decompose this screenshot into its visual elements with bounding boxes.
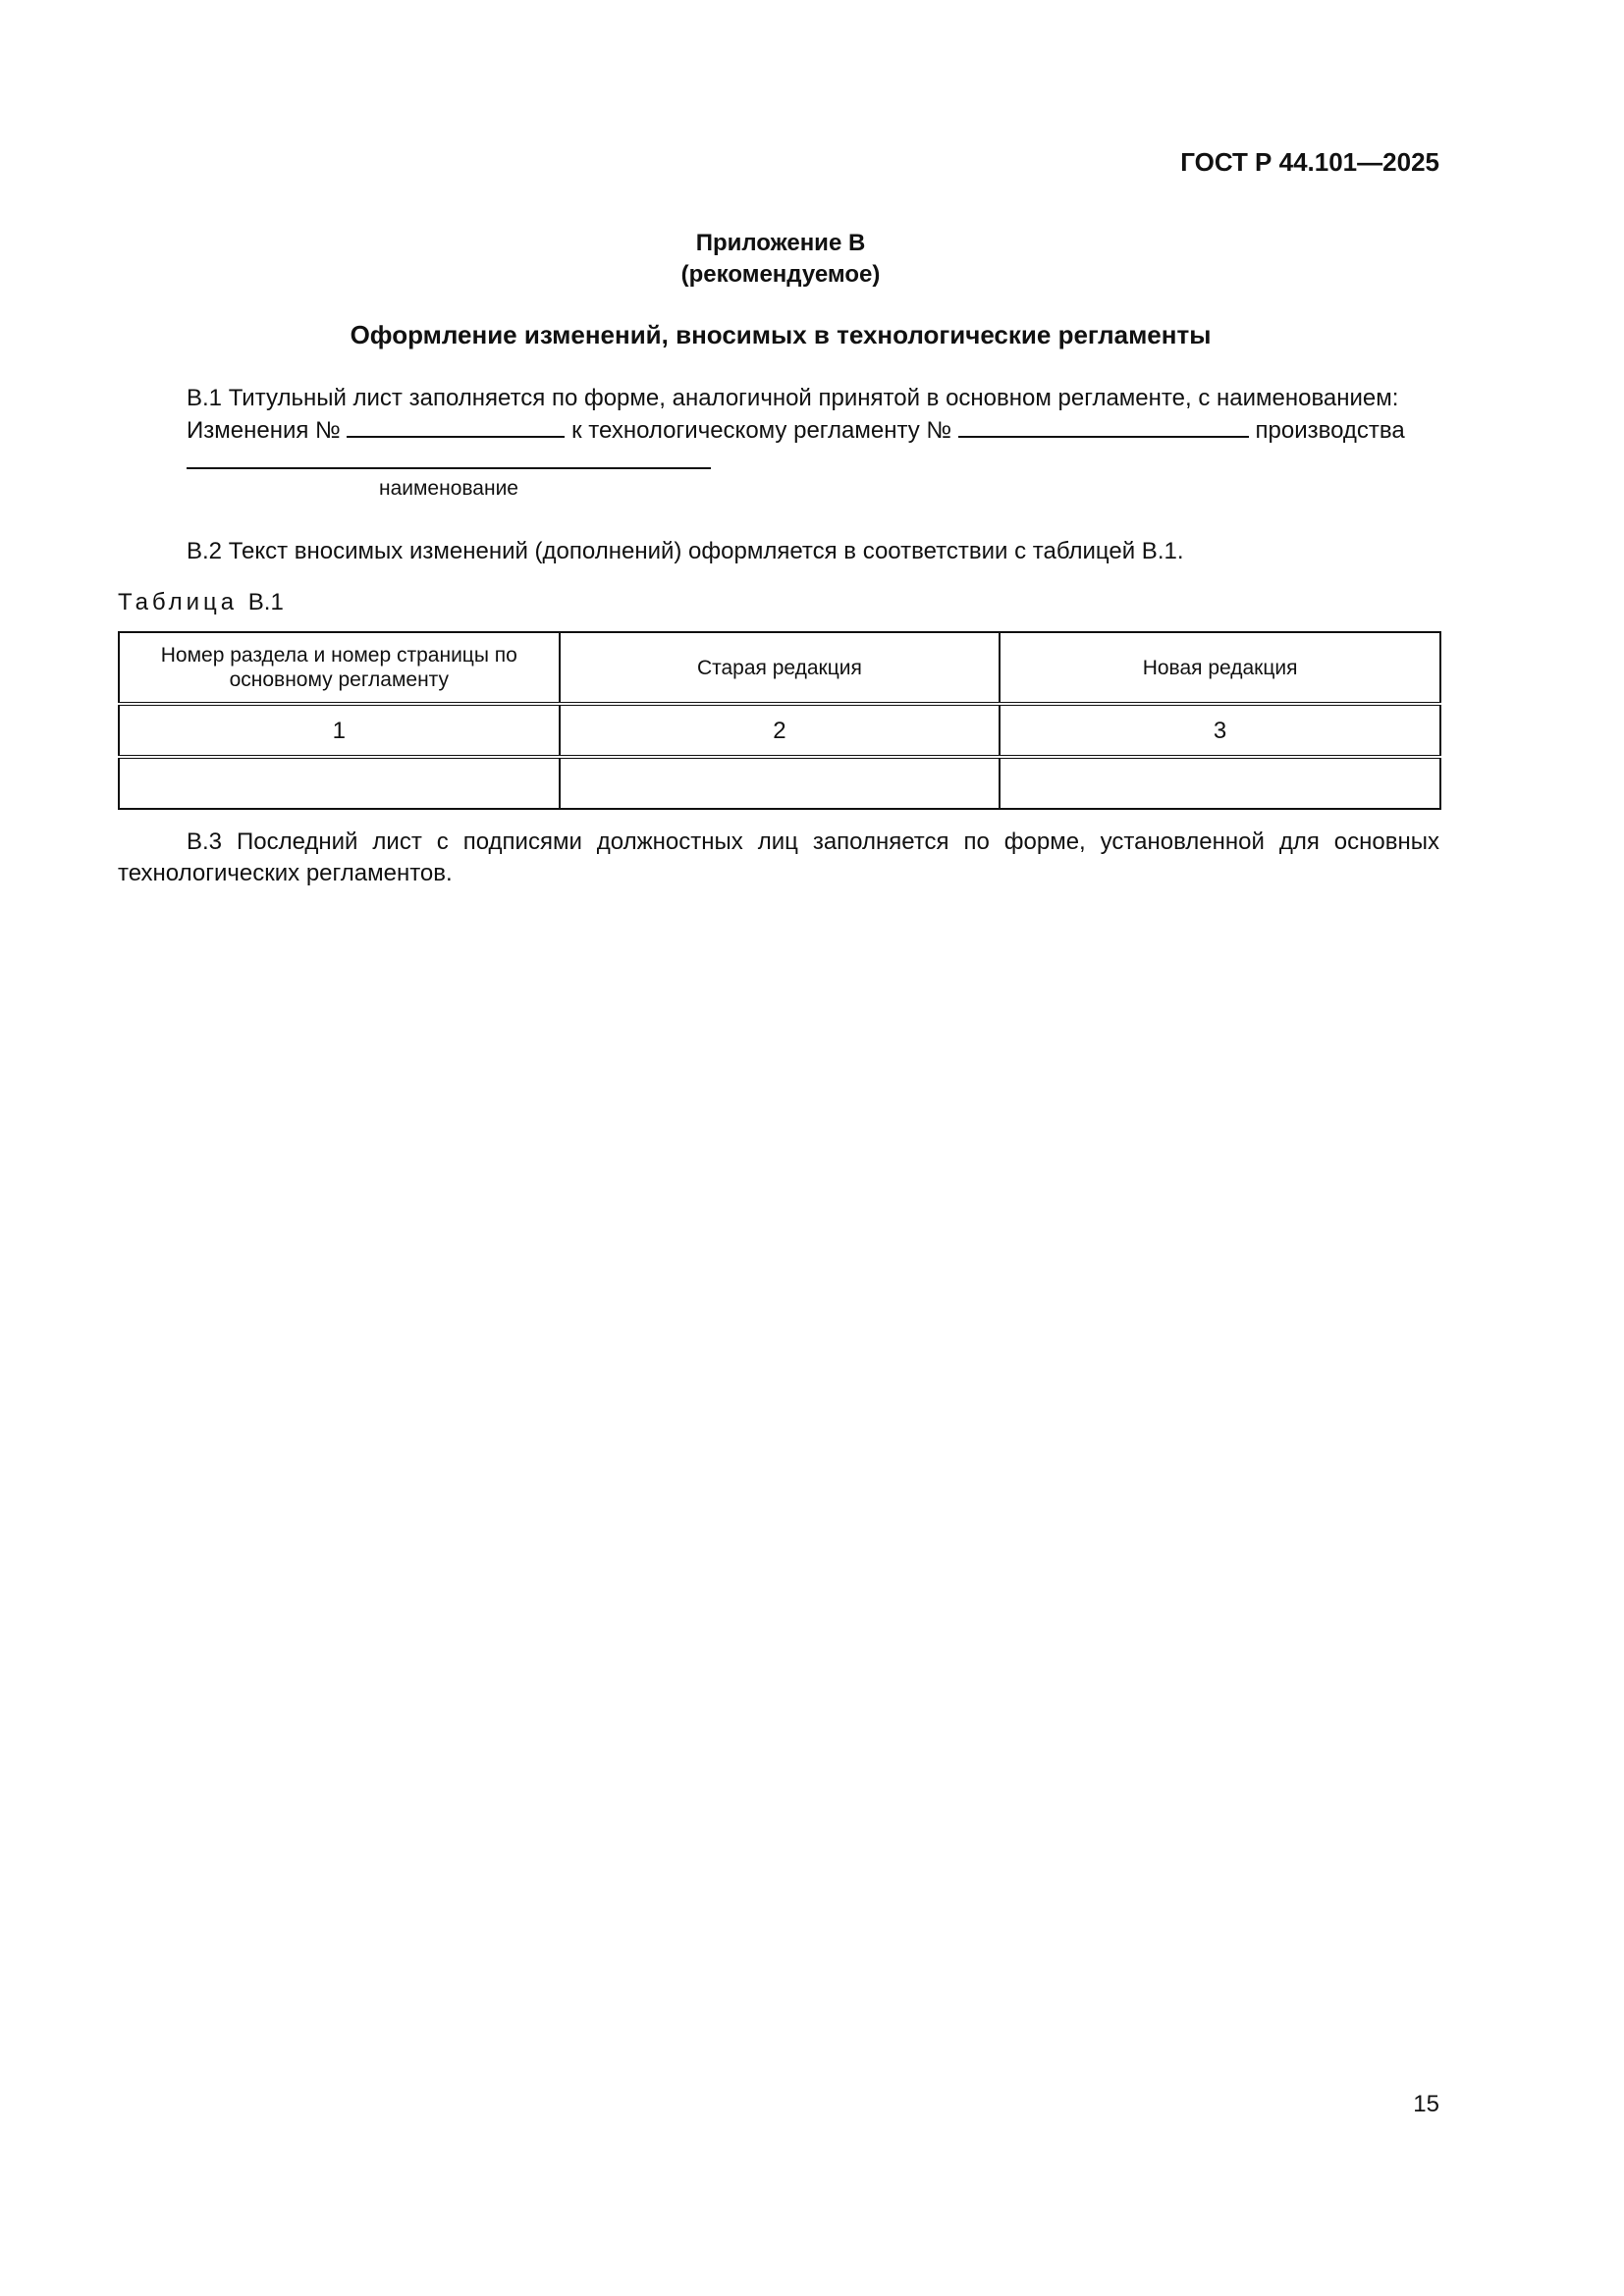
column-number-1: 1 [119,704,560,757]
production-name-blank[interactable] [187,467,711,469]
table-number: В.1 [247,589,284,615]
page-number: 15 [1413,2091,1439,2117]
document-code: ГОСТ Р 44.101—2025 [1180,147,1439,177]
paragraph-b1 [118,383,1439,447]
table-cell-empty[interactable] [119,757,560,809]
changes-number-blank[interactable] [347,414,565,438]
column-number-3: 3 [1000,704,1440,757]
paragraph-b3: В.3 Последний лист с подписями должностных лиц заполняется по форме, установленной для основных технологических регламентов. [118,828,1439,886]
paragraph-b2: В.2 Текст вносимых изменений (дополнений) оформляется в соответствии с таблицей В.1. [187,538,1184,564]
table-cell-empty[interactable] [1000,757,1440,809]
table-column-numbers-row [119,704,1440,757]
table-caption [118,589,284,616]
appendix-heading [0,228,1561,291]
table-label: Таблица [118,589,239,615]
regulation-number-blank[interactable] [958,414,1249,438]
header-section-page: Номер раздела и номер страницы по основному регламенту [119,632,560,704]
changes-label: Изменения № [187,417,341,444]
production-label: производства [1255,417,1405,444]
appendix-status: (рекомендуемое) [680,261,881,288]
table-header-row [119,632,1440,704]
column-number-2: 2 [560,704,1001,757]
changes-table [118,631,1441,810]
paragraph-b1-line1: В.1 Титульный лист заполняется по форме, аналогичной принятой в основном регламенте, с наименованием: [187,385,1399,411]
paragraph-b1-line2 [118,414,1439,447]
appendix-title: Оформление изменений, вносимых в технологические регламенты [350,320,1212,349]
header-old-edition: Старая редакция [560,632,1001,704]
to-regulation-label: к технологическому регламенту № [571,417,952,444]
appendix-label: Приложение В [695,230,866,256]
production-name-caption: наименование [378,477,518,500]
header-new-edition: Новая редакция [1000,632,1440,704]
table-cell-empty[interactable] [560,757,1001,809]
table-row [119,757,1440,809]
